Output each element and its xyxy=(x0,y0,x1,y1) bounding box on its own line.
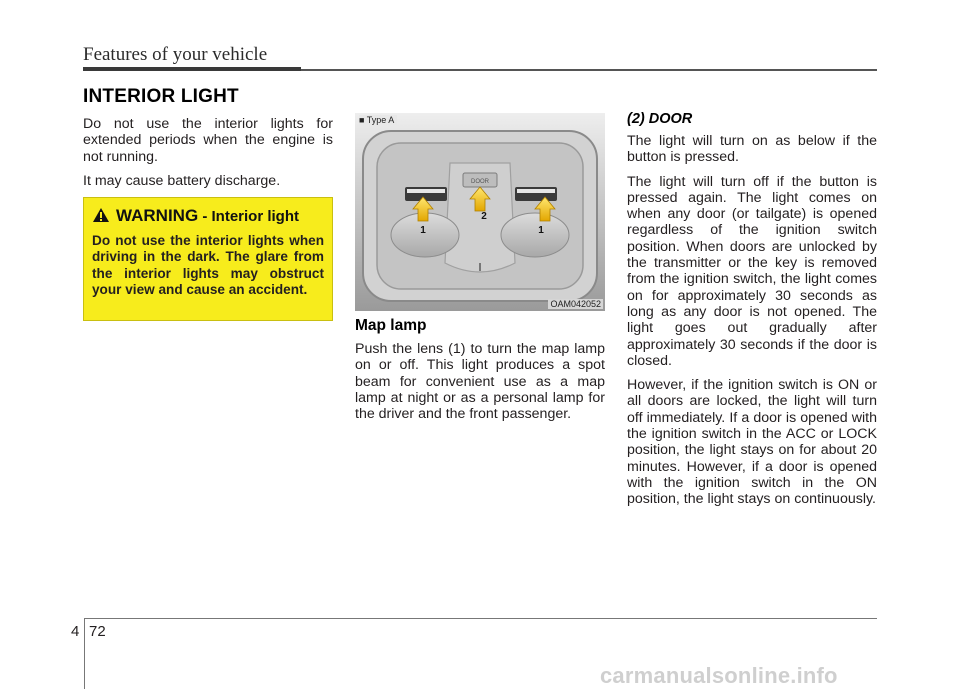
page-number: 72 xyxy=(89,623,106,640)
warning-label: WARNING xyxy=(116,206,199,225)
warning-subtitle: - Interior light xyxy=(198,208,299,225)
type-label: ■ Type A xyxy=(359,115,397,125)
intro-paragraph-2: It may cause battery discharge. xyxy=(83,172,281,189)
warning-triangle-icon xyxy=(92,207,110,223)
door-paragraph-1: The light will turn on as below if the button is pressed. xyxy=(627,133,877,166)
image-code: OAM042052 xyxy=(550,299,601,309)
map-lamp-body: Push the lens (1) to turn the map lamp on or off. This light produces a spot beam for convenient use as a map lamp at night or as a personal lamp for the driver and the front passenger. xyxy=(355,341,605,423)
intro-text xyxy=(83,116,333,197)
page-section-number: 4 xyxy=(71,623,80,640)
door-paragraph-2: The light will turn off if the button is pressed again. The light comes on when any door (or tailgate) is opened regardless of the ignition switch position. When doors are unlocked by the transmitter or the key is removed from the ignition switch, the light comes on for approximately 30 seconds as long as any door is not opened. The light goes out gradually after approximately 30 seconds if the door is closed. xyxy=(627,173,877,369)
footer-rule-vertical xyxy=(84,618,85,689)
warning-box xyxy=(83,197,333,321)
map-lamp-title: Map lamp xyxy=(355,317,427,334)
console-illustration xyxy=(355,113,605,311)
section-title: INTERIOR LIGHT xyxy=(83,86,239,107)
overhead-console-photo xyxy=(355,113,605,311)
callout-2: 2 xyxy=(481,211,487,222)
header-rule-thin xyxy=(301,69,877,71)
warning-body: Do not use the interior lights when driving in the dark. The glare from the interior lights may obstruct your view and cause an accident. xyxy=(92,233,324,297)
callout-1-right: 1 xyxy=(538,225,544,236)
warning-heading xyxy=(92,206,299,226)
watermark: carmanualsonline.info xyxy=(600,663,838,688)
door-paragraph-3: However, if the ignition switch is ON or all doors are locked, the light will turn off immediately. If a door is opened with the ignition switch in the ACC or LOCK position, the light stays on for about 20 minutes. However, if a door is opened with the ignition switch in the ON position, the light stays on continuously. xyxy=(627,377,877,508)
header-title: Features of your vehicle xyxy=(83,44,268,65)
door-text xyxy=(627,133,877,516)
footer-rule-horizontal xyxy=(84,618,877,619)
map-lamp-text xyxy=(355,341,605,430)
door-title: (2) DOOR xyxy=(627,111,693,127)
intro-paragraph-1: Do not use the interior lights for extended periods when the engine is not running. xyxy=(83,116,333,165)
header-rule-thick xyxy=(83,67,301,71)
callout-1-left: 1 xyxy=(420,225,426,236)
door-button-label: DOOR xyxy=(471,179,489,185)
